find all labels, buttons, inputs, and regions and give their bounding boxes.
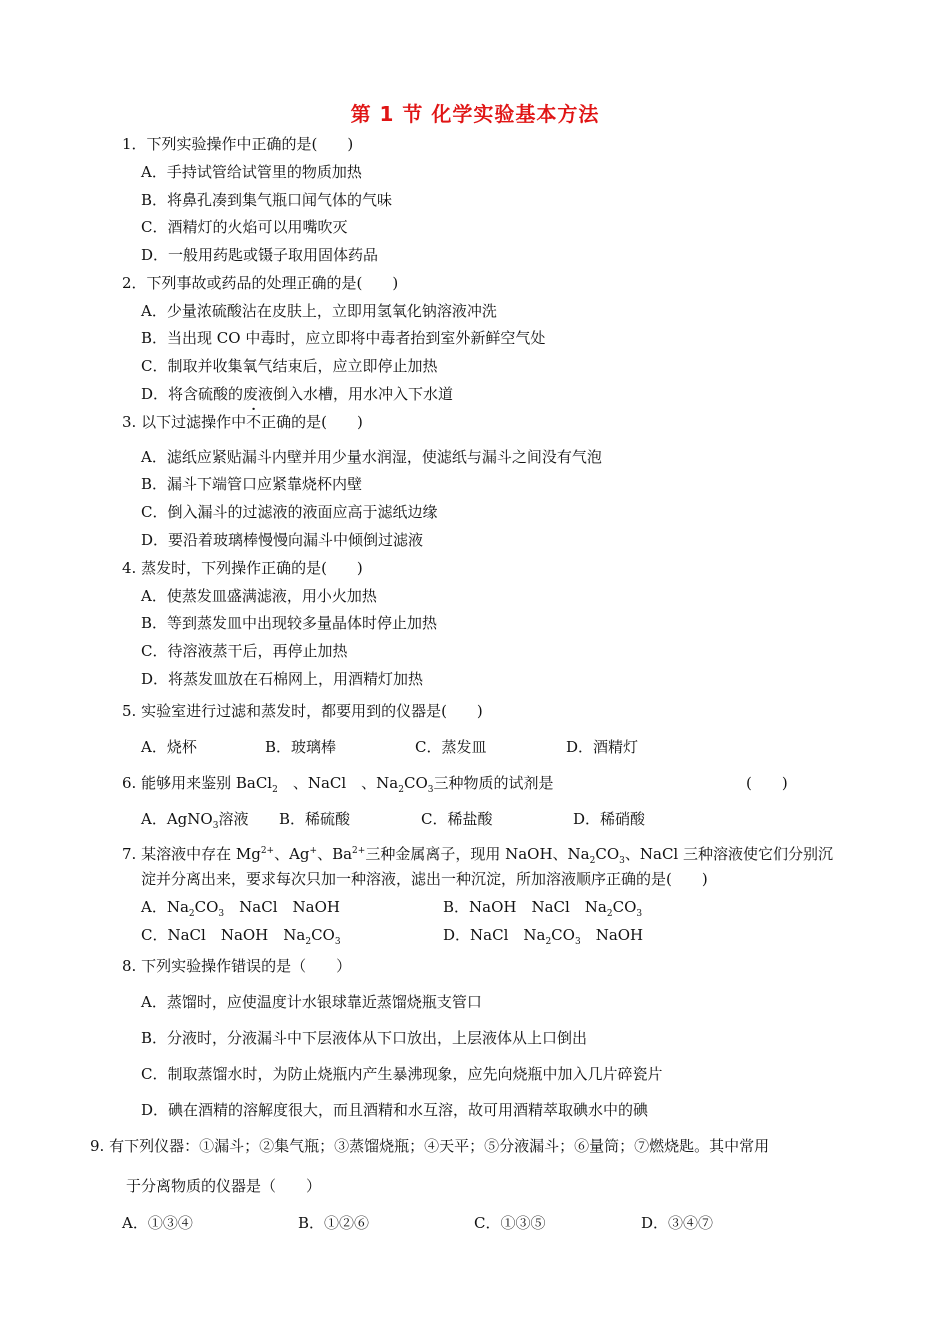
question-7-option-c [141,925,341,952]
question-7-stem-line-1 [122,841,833,871]
question-4-stem: 4. 蒸发时，下列操作正确的是( ) [122,559,363,577]
question-2-stem: 2．下列事故或药品的处理正确的是( ) [122,274,399,292]
subscript: 3 [212,821,219,831]
question-3-option-b: B．漏斗下端管口应紧靠烧杯内壁 [141,475,363,493]
question-7-option-a [141,897,340,924]
question-6-option-c: C．稀盐酸 [421,810,493,828]
option-text: D．NaCl Na [443,926,546,944]
option-text: 溶液 [218,810,249,828]
question-9-option-d: D．③④⑦ [641,1214,714,1232]
question-3-option-a: A．滤纸应紧贴漏斗内壁并用少量水润湿，使滤纸与漏斗之间没有气泡 [141,448,602,466]
question-4-option-d: D．将蒸发皿放在石棉网上，用酒精灯加热 [141,670,424,688]
subscript: 3 [619,856,625,866]
question-7-text: 、Ba [317,845,353,863]
option-text: CO [551,926,575,944]
question-2-option-d: D．将含硫酸的废液倒入水槽，用水冲入下水道 [141,385,454,403]
question-8-option-c: C．制取蒸馏水时，为防止烧瓶内产生暴沸现象，应先向烧瓶中加入几片碎瓷片 [141,1065,663,1083]
question-4-option-a: A．使蒸发皿盛满滤液，用小火加热 [141,587,377,605]
superscript: + [309,846,318,856]
subscript: 2 [589,856,596,866]
question-5-option-c: C．蒸发皿 [415,738,487,756]
question-5-option-d: D．酒精灯 [566,738,639,756]
option-text: NaOH [580,926,644,944]
question-6-stem-text: CO [403,774,428,792]
question-7-text: 、NaCl 三种溶液使它们分别沉 [624,845,833,863]
question-1-option-d: D．一般用药匙或镊子取用固体药品 [141,246,379,264]
question-6-stem-text: 三种物质的试剂是 [433,774,554,792]
question-1-option-c: C．酒精灯的火焰可以用嘴吹灭 [141,218,348,236]
subscript: 2 [272,785,278,795]
question-3-stem-prefix: 3. 以下过滤操作中 [122,413,247,431]
question-9-stem-line-2: 于分离物质的仪器是（ ） [126,1177,322,1195]
option-text: NaCl NaOH [224,898,340,916]
question-8-option-b: B．分液时，分液漏斗中下层液体从下口放出，上层液体从上口倒出 [141,1029,588,1047]
question-7-text: 7. 某溶液中存在 Mg [122,845,261,863]
question-8-option-a: A．蒸馏时，应使温度计水银球靠近蒸馏烧瓶支管口 [141,993,482,1011]
option-text: A．AgNO [141,810,213,828]
subscript: 2 [545,937,552,947]
question-7-option-d [443,925,643,952]
question-7-text: 、Ag [274,845,310,863]
question-4-option-b: B．等到蒸发皿中出现较多量晶体时停止加热 [141,614,438,632]
question-5-stem: 5. 实验室进行过滤和蒸发时，都要用到的仪器是( ) [122,702,483,720]
question-6-stem-text: 6. 能够用来鉴别 BaCl [122,774,273,792]
subscript: 3 [218,909,225,919]
question-8-option-d: D．碘在酒精的溶解度很大，而且酒精和水互溶，故可用酒精萃取碘水中的碘 [141,1101,649,1119]
question-9-option-b: B．①②⑥ [298,1214,370,1232]
question-5-option-b: B．玻璃棒 [265,738,337,756]
question-2-option-b: B．当出现 CO 中毒时，应立即将中毒者抬到室外新鲜空气处 [141,329,546,347]
question-2-option-a: A．少量浓硫酸沾在皮肤上，立即用氢氧化钠溶液冲洗 [141,302,497,320]
question-3-option-d: D．要沿着玻璃棒慢慢向漏斗中倾倒过滤液 [141,531,424,549]
question-1-option-a: A．手持试管给试管里的物质加热 [141,163,362,181]
question-7-option-b [443,897,642,924]
question-6-option-d: D．稀硝酸 [573,810,646,828]
option-text: B．NaOH NaCl Na [443,898,607,916]
option-text: CO [311,926,335,944]
question-4-option-c: C．待溶液蒸干后，再停止加热 [141,642,348,660]
question-3-stem-suffix: 正确的是( ) [261,413,363,431]
question-2-option-c: C．制取并收集氧气结束后，应立即停止加热 [141,357,438,375]
page-title: 第 1 节 化学实验基本方法 [350,102,600,126]
question-9-stem-line-1: 9. 有下列仪器：①漏斗；②集气瓶；③蒸馏烧瓶；④天平；⑤分液漏斗；⑥量筒；⑦燃烧匙。其中常用 [90,1137,770,1155]
question-8-stem: 8. 下列实验操作错误的是（ ） [122,957,352,975]
subscript: 3 [334,937,341,947]
question-7-text: CO [595,845,620,863]
subscript: 2 [398,785,404,795]
subscript: 2 [606,909,613,919]
question-6-stem-text: 、NaCl 、Na [277,774,399,792]
question-3-option-c: C．倒入漏斗的过滤液的液面应高于滤纸边缘 [141,503,438,521]
superscript: 2+ [260,846,275,856]
question-1-stem: 1．下列实验操作中正确的是( ) [122,135,354,153]
superscript: 2+ [352,846,366,856]
question-9-option-c: C．①③⑤ [474,1214,546,1232]
question-7-stem-line-2: 淀并分离出来，要求每次只加一种溶液，滤出一种沉淀，所加溶液顺序正确的是( ) [141,870,708,888]
question-9-option-a: A．①③④ [122,1214,193,1232]
question-3-emphasis: 不 [246,413,262,431]
question-5-option-a: A．烧杯 [141,738,197,756]
option-text: C．NaCl NaOH Na [141,926,306,944]
subscript: 3 [636,909,643,919]
subscript: 3 [427,785,434,795]
option-text: CO [194,898,219,916]
option-text: A．Na [141,898,189,916]
question-6-stem [122,773,554,800]
subscript: 3 [574,937,581,947]
question-6-option-b: B．稀硫酸 [279,810,351,828]
question-3-stem [122,412,363,432]
question-6-answer-paren: ( ) [746,774,788,792]
question-7-text: 三种金属离子，现用 NaOH、Na [365,845,590,863]
subscript: 2 [188,909,195,919]
question-1-option-b: B．将鼻孔凑到集气瓶口闻气体的气味 [141,191,393,209]
option-text: CO [612,898,637,916]
subscript: 2 [305,937,312,947]
question-6-option-a [141,809,248,836]
